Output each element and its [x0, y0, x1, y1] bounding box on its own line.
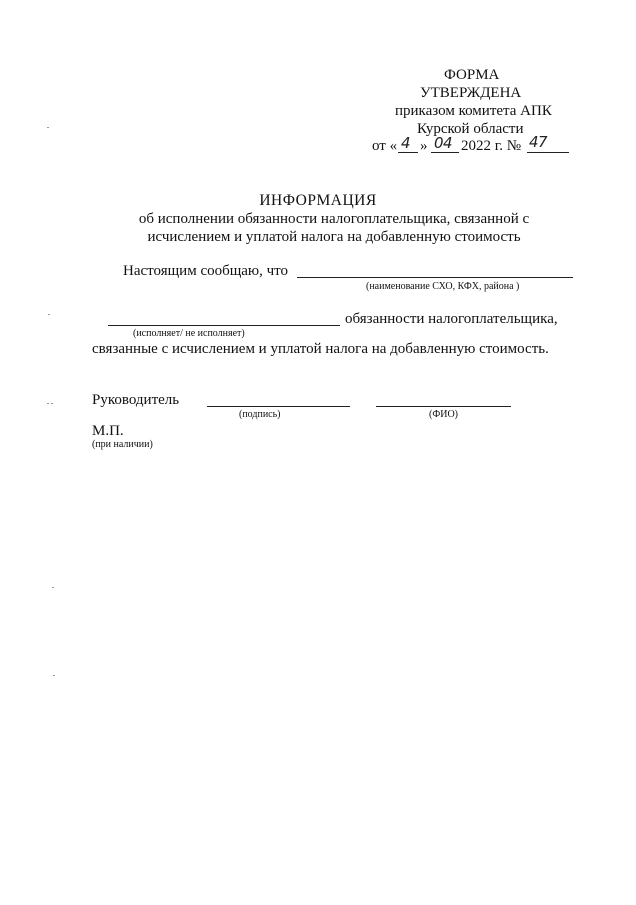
scan-speck [47, 403, 49, 404]
organization-name-blank [297, 277, 573, 278]
region-line: Курской области [417, 121, 524, 137]
report-prefix: Настоящим сообщаю, что [123, 263, 289, 279]
date-prefix: от « [372, 138, 398, 154]
scan-speck [47, 127, 49, 128]
scan-speck [48, 314, 50, 315]
scan-speck [51, 403, 53, 404]
order-number: 47 [529, 133, 548, 151]
approved-label: УТВЕРЖДЕНА [420, 85, 522, 101]
signature-blank [207, 406, 350, 407]
document-title: ИНФОРМАЦИЯ [259, 192, 377, 209]
head-label: Руководитель [92, 392, 180, 408]
date-month-rule [431, 152, 459, 153]
signature-caption: (подпись) [239, 409, 281, 420]
scan-speck [53, 675, 55, 676]
date-year: 2022 г. № [461, 138, 522, 154]
order-number-rule [527, 152, 569, 153]
date-month: 04 [434, 134, 453, 152]
seal-label: М.П. [92, 423, 124, 439]
order-line: приказом комитета АПК [395, 103, 552, 119]
full-name-caption: (ФИО) [429, 409, 459, 420]
form-label: ФОРМА [444, 67, 500, 83]
fulfillment-blank [108, 325, 340, 326]
subtitle-line-1: об исполнении обязанности налогоплательщика, связанной с [138, 211, 530, 227]
related-text: связанные с исчислением и уплатой налога на добавленную стоимость. [92, 341, 549, 357]
date-mid: » [420, 138, 428, 154]
subtitle-line-2: исчислением и уплатой налога на добавленную стоимость [147, 229, 521, 245]
scan-speck [52, 587, 54, 588]
full-name-blank [376, 406, 511, 407]
fulfillment-caption: (исполняет/ не исполняет) [133, 328, 245, 339]
date-day-rule [398, 152, 418, 153]
obligations-text: обязанности налогоплательщика, [345, 311, 558, 327]
date-day: 4 [401, 134, 411, 152]
organization-name-caption: (наименование СХО, КФХ, района ) [366, 281, 520, 292]
seal-note: (при наличии) [92, 439, 153, 450]
